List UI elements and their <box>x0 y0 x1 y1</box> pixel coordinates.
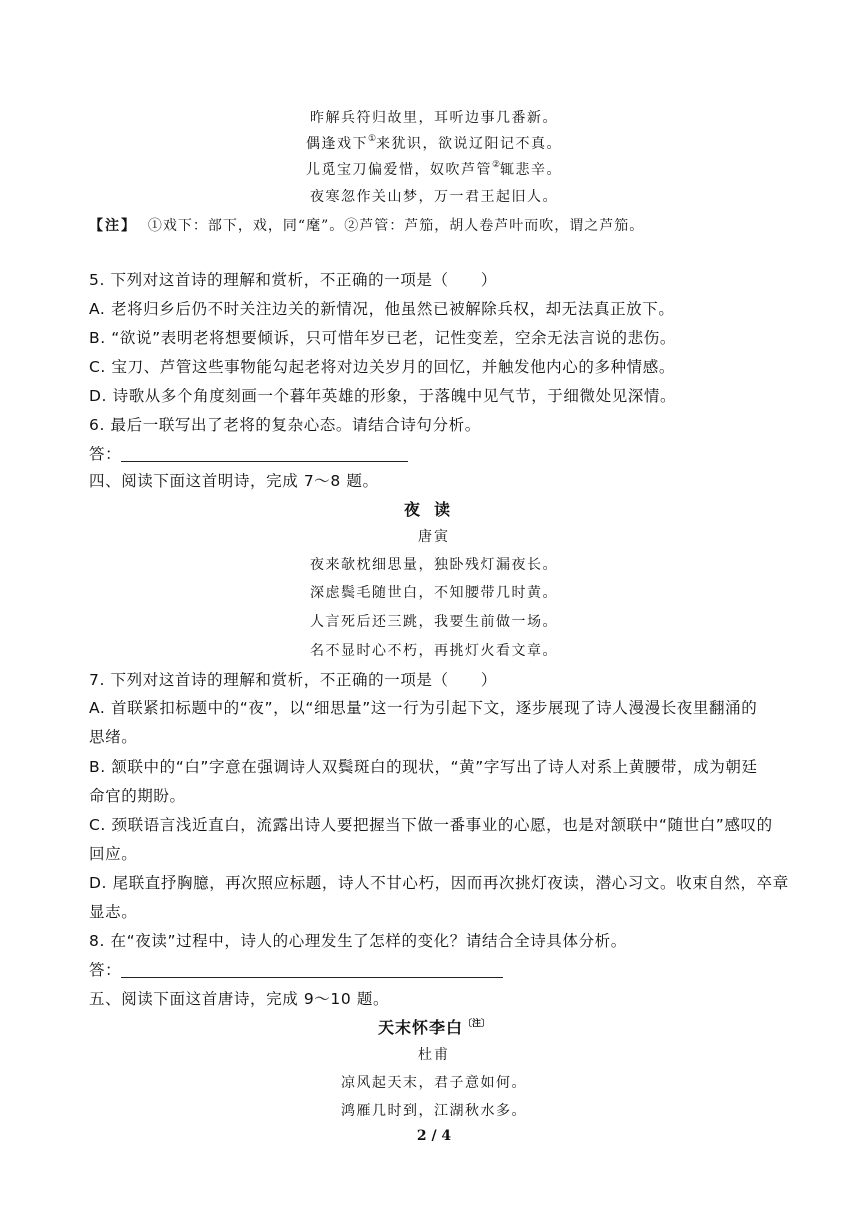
poem1-line-3: 儿觅宝刀偏爱惜，奴吹芦管②辄悲辛。 <box>305 160 563 178</box>
answer-label: 答： <box>89 445 122 463</box>
poem2-title: 夜读 <box>403 500 464 519</box>
question-7-option-d-cont: 显志。 <box>89 903 138 921</box>
poem1-line-1: 昨解兵符归故里，耳听边事几番新。 <box>310 110 558 126</box>
poem1-line-4: 夜寒忽作关山梦，万一君王起旧人。 <box>310 189 558 205</box>
note-text: ①戏下：部下，戏，同“麾”。②芦管：芦笳，胡人卷芦叶而吹，谓之芦笳。 <box>147 218 645 234</box>
footnote-mark-2: ② <box>491 160 501 170</box>
question-7-option-d: D. 尾联直抒胸臆，再次照应标题，诗人不甘心朽，因而再次挑灯夜读，潜心习文。收束自然，卒章 <box>89 874 789 892</box>
section-5-heading: 五、阅读下面这首唐诗，完成 9～10 题。 <box>89 990 390 1008</box>
question-5-option-d: D. 诗歌从多个角度刻画一个暮年英雄的形象，于落魄中见气节，于细微处见深情。 <box>89 387 677 405</box>
poem3-line-1: 凉风起天末，君子意如何。 <box>341 1075 527 1091</box>
poem3-title: 天末怀李白$^{〔注〕}$ <box>377 1018 491 1037</box>
question-5-option-b: B. “欲说”表明老将想要倾诉，只可惜年岁已老，记性变差，空余无法言说的悲伤。 <box>89 329 676 347</box>
poem3-author: 杜甫 <box>418 1047 450 1063</box>
question-7-option-a-cont: 思绪。 <box>89 728 138 746</box>
poem2-line-2: 深虑鬓毛随世白，不知腰带几时黄。 <box>310 585 558 601</box>
poem1-line-2: 偶逢戏下①来犹识，欲说辽阳记不真。 <box>305 134 563 152</box>
poem2-line-4: 名不显时心不朽，再挑灯火看文章。 <box>310 643 558 659</box>
poem2-line-1: 夜来欹枕细思量，独卧残灯漏夜长。 <box>310 557 558 573</box>
question-7-option-b-cont: 命官的期盼。 <box>89 787 186 805</box>
note-label: 【注】 <box>89 218 137 234</box>
poem2-author: 唐寅 <box>418 529 450 545</box>
title-note-mark: 〔注〕 <box>463 1019 491 1029</box>
question-8-stem: 8. 在“夜读”过程中，诗人的心理发生了怎样的变化？请结合全诗具体分析。 <box>89 932 627 950</box>
answer-line[interactable] <box>121 447 408 462</box>
poem3-line-2: 鸿雁几时到，江湖秋水多。 <box>341 1103 527 1119</box>
question-6-answer <box>89 442 408 464</box>
question-7-option-b: B. 颔联中的“白”字意在强调诗人双鬓斑白的现状，“黄”字写出了诗人对系上黄腰带，成为朝廷 <box>89 758 758 776</box>
question-7-option-c: C. 颈联语言浅近直白，流露出诗人要把握当下做一番事业的心愿，也是对颔联中“随世白”感叹的 <box>89 816 773 834</box>
question-5-option-a: A. 老将归乡后仍不时关注边关的新情况，他虽然已被解除兵权，却无法真正放下。 <box>89 300 675 318</box>
answer-label: 答： <box>89 961 122 979</box>
answer-line[interactable] <box>121 963 503 978</box>
question-5-stem: 5. 下列对这首诗的理解和赏析，不正确的一项是（ ） <box>89 271 497 289</box>
question-8-answer <box>89 958 503 980</box>
question-7-stem: 7. 下列对这首诗的理解和赏析，不正确的一项是（ ） <box>89 671 497 689</box>
section-4-heading: 四、阅读下面这首明诗，完成 7～8 题。 <box>89 472 379 490</box>
poem1-note <box>89 215 644 235</box>
page-number: 2 / 4 <box>416 1128 452 1144</box>
poem2-line-3: 人言死后还三跳，我要生前做一场。 <box>310 614 558 630</box>
question-5-option-c: C. 宝刀、芦管这些事物能勾起老将对边关岁月的回忆，并触发他内心的多种情感。 <box>89 358 675 376</box>
question-6-stem: 6. 最后一联写出了老将的复杂心态。请结合诗句分析。 <box>89 416 481 434</box>
question-7-option-a: A. 首联紧扣标题中的“夜”，以“细思量”这一行为引起下文，逐步展现了诗人漫漫长夜里翻涌的 <box>89 699 758 717</box>
footnote-mark-1: ① <box>367 134 377 144</box>
question-7-option-c-cont: 回应。 <box>89 845 138 863</box>
